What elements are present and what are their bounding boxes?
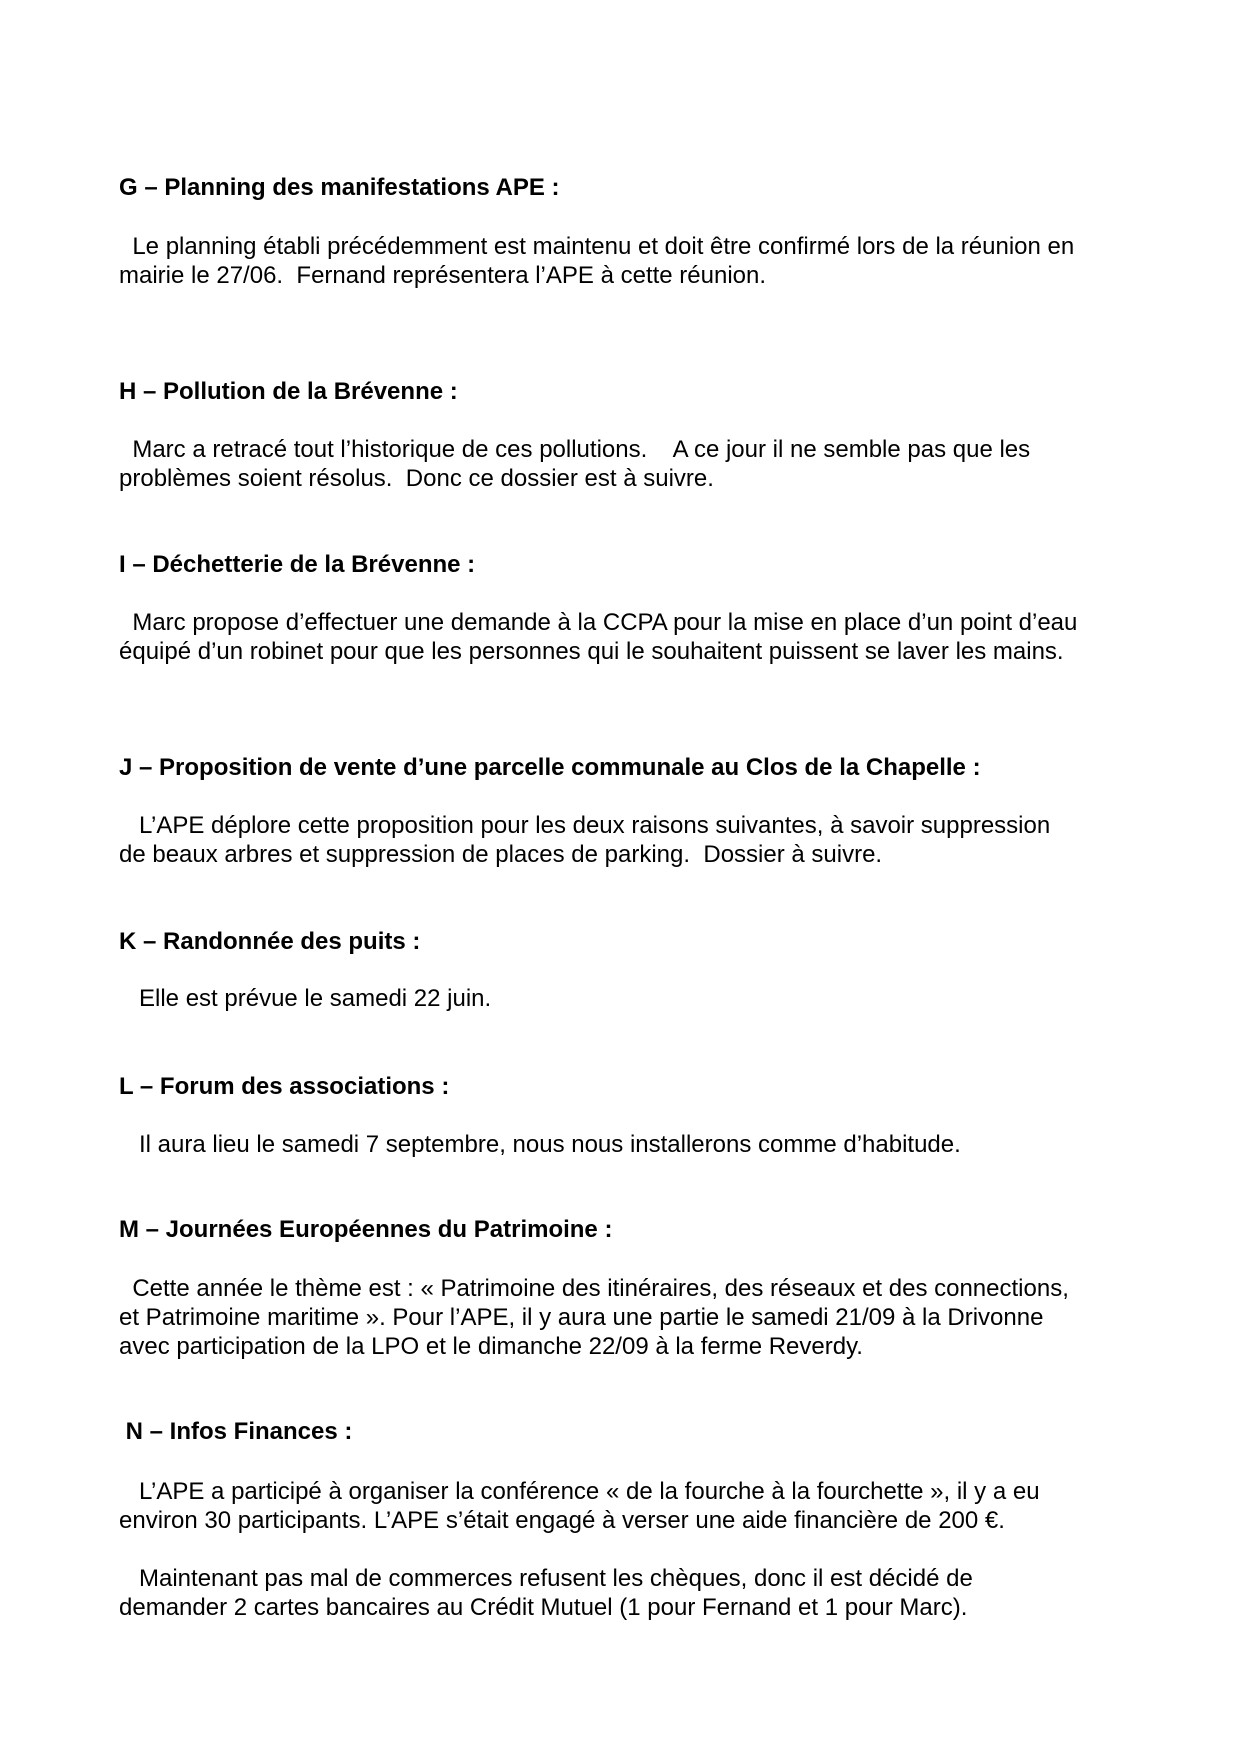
text-line: et Patrimoine maritime ». Pour l’APE, il y aura une partie le samedi 21/09 à la Drivonne [119,1304,1044,1331]
text-line: mairie le 27/06. Fernand représentera l’APE à cette réunion. [119,262,767,289]
section-heading-l: L – Forum des associations : [119,1073,450,1100]
section-n-paragraph-2 [119,1564,1129,1622]
section-g-paragraph [119,232,1129,290]
section-heading-i: I – Déchetterie de la Brévenne : [119,551,476,578]
section-heading-j: J – Proposition de vente d’une parcelle communale au Clos de la Chapelle : [119,754,981,781]
text-line: Elle est prévue le samedi 22 juin. [119,985,492,1012]
section-heading-g: G – Planning des manifestations APE : [119,174,560,201]
text-line: Le planning établi précédemment est maintenu et doit être confirmé lors de la réunion en [119,233,1075,260]
section-h-paragraph [119,435,1129,493]
section-m-paragraph [119,1274,1129,1361]
text-line: Il aura lieu le samedi 7 septembre, nous nous installerons comme d’habitude. [119,1131,961,1158]
text-line: Marc a retracé tout l’historique de ces pollutions. A ce jour il ne semble pas que les [119,436,1031,463]
text-line: de beaux arbres et suppression de places de parking. Dossier à suivre. [119,841,883,868]
section-n-paragraph-1 [119,1477,1129,1535]
section-heading-m: M – Journées Européennes du Patrimoine : [119,1216,613,1243]
section-l-paragraph [119,1130,1129,1159]
text-line: avec participation de la LPO et le dimanche 22/09 à la ferme Reverdy. [119,1333,863,1360]
text-line: Marc propose d’effectuer une demande à la CCPA pour la mise en place d’un point d’eau [119,609,1078,636]
text-line: L’APE a participé à organiser la conférence « de la fourche à la fourchette », il y a eu [119,1478,1040,1505]
text-line: équipé d’un robinet pour que les personnes qui le souhaitent puissent se laver les mains. [119,638,1064,665]
section-i-paragraph [119,608,1129,666]
text-line: environ 30 participants. L’APE s’était engagé à verser une aide financière de 200 €. [119,1507,1005,1534]
section-heading-h: H – Pollution de la Brévenne : [119,378,458,405]
section-k-paragraph [119,984,1129,1013]
text-line: Cette année le thème est : « Patrimoine des itinéraires, des réseaux et des connections, [119,1275,1069,1302]
text-line: L’APE déplore cette proposition pour les deux raisons suivantes, à savoir suppression [119,812,1051,839]
text-line: Maintenant pas mal de commerces refusent les chèques, donc il est décidé de [119,1565,973,1592]
section-j-paragraph [119,811,1129,869]
text-line: problèmes soient résolus. Donc ce dossier est à suivre. [119,465,714,492]
section-heading-n: N – Infos Finances : [119,1418,353,1445]
section-heading-k: K – Randonnée des puits : [119,928,421,955]
text-line: demander 2 cartes bancaires au Crédit Mutuel (1 pour Fernand et 1 pour Marc). [119,1594,968,1621]
